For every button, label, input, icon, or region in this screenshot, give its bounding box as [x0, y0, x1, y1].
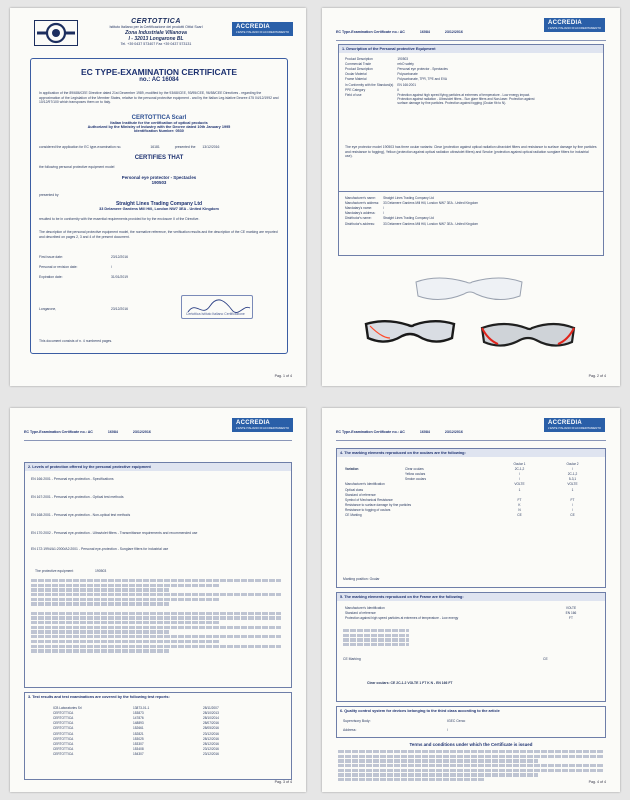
- accredia-logo: [232, 22, 293, 36]
- row-label: Distributor's address:: [345, 221, 375, 226]
- expiry-date: 31/01/2019: [111, 275, 128, 279]
- row-label: Frame Material: [345, 77, 367, 82]
- report-date: 28/11/2007: [203, 705, 219, 710]
- expiry-label: Expiration date:: [39, 275, 63, 279]
- table-row: [51, 752, 221, 757]
- description-text: The description of the personal protective equipment model, the normative reference, the verification results and the description of the CE marking are reported and described on pages 2, 3 and 4 of the present document.: [39, 230, 278, 239]
- model-block: [31, 175, 287, 185]
- frame-ce-value: CE: [543, 657, 548, 661]
- page-number: Pag. 3 of 4: [274, 780, 292, 784]
- frame-mark-name: Protection against high speed particles at extremes of temperature - Low energy: [345, 615, 459, 620]
- mark-c1: CE: [517, 513, 522, 518]
- page-number: Pag. 2 of 4: [588, 374, 606, 378]
- spectacles-red-icon: [478, 318, 578, 352]
- supervisory-value: IGEC Cerco: [447, 719, 466, 723]
- section-3-title: 3. Test results and test examinations are covered by the following test reports:: [28, 695, 170, 699]
- report-number: 147876: [133, 715, 144, 720]
- row-label: Mandatary's address:: [345, 211, 376, 216]
- row-value: Straight Lines Trading Company Ltd: [383, 216, 434, 221]
- row-value: Polycarbonate, TPR, TPE and EVA: [397, 77, 447, 82]
- report-number: 13873-01-1: [133, 705, 150, 710]
- col-ocular-2: Ocular 2: [566, 461, 579, 466]
- section-2-title: 2. Levels of protection offered by the personal protective equipment: [25, 463, 291, 471]
- terms-heading: Terms and conditions under which the Certificate is issued: [409, 742, 533, 747]
- variant-c2: 2C-1,2: [567, 471, 578, 476]
- row-label: Commercial Trade: [345, 61, 372, 66]
- report-lab: ICB Laboratories Srl: [53, 705, 82, 710]
- mark-c2: 1: [571, 487, 574, 492]
- application-text: considered the application for EC type-examination no.: [39, 145, 122, 149]
- accredia-logo: [232, 418, 293, 432]
- row-label: Manufacturer's name:: [345, 195, 376, 200]
- header-cert: EC Type-Examination Certificate no.: AC: [24, 430, 93, 434]
- page-header: [24, 430, 165, 434]
- terms-text-block: [338, 750, 604, 783]
- product-photos: [362, 272, 580, 368]
- revision-date: /: [111, 265, 112, 269]
- mark-c1: 1: [518, 487, 521, 492]
- table-row: [343, 221, 480, 226]
- issuer-subtitle: Istituto Italiano per la Certificazione dei prodotti Ottici Scarl: [109, 25, 203, 29]
- first-issue-label: First issue date:: [39, 255, 63, 259]
- report-date: 28/12/2016: [203, 741, 219, 746]
- variant-c1: /: [519, 471, 520, 476]
- accredia-logo-sub: L'ENTE ITALIANO DI ACCREDITAMENTO: [548, 426, 602, 430]
- report-date: 28/10/2014: [203, 715, 219, 720]
- report-number: 153408: [133, 747, 144, 752]
- frame-blank-lines: [343, 629, 463, 648]
- mark-c1: VOLTE: [514, 482, 525, 487]
- report-date: 23/12/2016: [203, 752, 219, 757]
- frame-mark-name: Manufacturer's Identification: [345, 605, 385, 610]
- org-block: [31, 115, 287, 133]
- report-date: 28/10/2013: [203, 710, 219, 715]
- model-description: The eye protector model 190503 has three ocular variants: Clear (protection against optical radiation ultraviolet filters and resistance to surface damage by fine particles and resistance to fogging), Yellow (protection against optical radiation ultraviolet filters) and Smoke (protection against optical radiation sunglare filters for industrial use).: [345, 145, 597, 159]
- header-cert: EC Type-Examination Certificate no.: AC: [336, 430, 405, 434]
- mark-name: Symbol of Mechanical Resistance: [345, 497, 393, 502]
- row-label: Distributor's name:: [345, 216, 372, 221]
- row-value: II: [397, 87, 400, 92]
- header-date: 23/12/2016: [444, 430, 463, 434]
- report-lab: CERTOTTICA: [53, 736, 74, 741]
- following-text: the following personal protective equipment model: [39, 165, 115, 169]
- report-lab: CERTOTTICA: [53, 752, 74, 757]
- report-number: 152821: [133, 731, 144, 736]
- org-desc-3: Identification Number: 0530: [134, 129, 184, 133]
- certificate-title: EC TYPE-EXAMINATION CERTIFICATE: [81, 67, 237, 77]
- org-desc-2: Authorized by the Ministry of Industry with the Decree dated 10th January 1995: [87, 125, 231, 129]
- mark-c2: /: [572, 503, 573, 508]
- mark-name: Optical class: [345, 487, 364, 492]
- revision-label: Personal or revision date:: [39, 265, 78, 269]
- header-rule: [336, 440, 606, 441]
- accredia-logo-text: ACCREDIA: [548, 420, 583, 426]
- parties-table: [343, 195, 480, 226]
- standard-3: EN 168:2001 - Personal eye-protection - Non-optical test methods: [31, 513, 131, 517]
- variant-name: Smoke oculars: [405, 477, 427, 482]
- report-date: 23/12/2016: [203, 731, 219, 736]
- variant-name: Clear oculars: [405, 466, 424, 471]
- mark-name: Standard of reference: [345, 492, 376, 497]
- report-date: 28/12/2016: [203, 736, 219, 741]
- certifies-heading: CERTIFIES THAT: [134, 155, 184, 161]
- row-value: Straight Lines Trading Company Ltd: [383, 195, 434, 200]
- application-line: [39, 145, 279, 150]
- certificate-frame: [30, 58, 288, 354]
- ocular-marking-table: [343, 461, 599, 518]
- description-table: [343, 56, 545, 106]
- place-date: 23/12/2016: [111, 307, 128, 311]
- mark-c1: K: [518, 503, 521, 508]
- mark-name: Manufacturer's Identification: [345, 482, 385, 487]
- mark-c2: VOLTE: [567, 482, 578, 487]
- certificate-page-1: [10, 8, 306, 386]
- frame-mark-value: VOLTE: [565, 605, 577, 610]
- row-value: 33 Delamere Gardens Mill Hill, London NW7 3EA - United Kingdom: [383, 221, 479, 226]
- spectacles-black-icon: [362, 316, 458, 348]
- header-rule: [24, 440, 292, 441]
- header-date: 23/12/2016: [132, 430, 151, 434]
- levels-text-block: [31, 579, 281, 654]
- org-name: CERTOTTICA Scarl: [131, 115, 187, 121]
- certificate-number: 16084: [162, 77, 179, 83]
- model-number: 190503: [151, 180, 167, 185]
- row-value: /: [383, 205, 384, 210]
- certificate-page-4: [322, 408, 620, 792]
- supervisory-label: Supervisory Body:: [343, 719, 371, 723]
- row-value: 33 Delamere Gardens Mill Hill, London NW7 3EA - United Kingdom: [383, 200, 479, 205]
- mark-c1: N: [518, 508, 521, 513]
- accredia-logo-sub: L'ENTE ITALIANO DI ACCREDITAMENTO: [236, 426, 290, 430]
- row-label: Product Description: [345, 66, 373, 71]
- section-ocular-marking: [336, 448, 606, 588]
- row-value: /: [383, 211, 384, 216]
- accredia-logo-text: ACCREDIA: [548, 20, 583, 26]
- report-lab: CERTOTTICA: [53, 741, 74, 746]
- table-row: [343, 92, 545, 105]
- row-label: PPE Category: [345, 87, 366, 92]
- report-lab: CERTOTTICA: [53, 715, 74, 720]
- header-cert: EC Type-Examination Certificate no.: AC: [336, 30, 405, 34]
- section-test-reports: [24, 692, 292, 780]
- page-number: Pag. 1 of 4: [274, 374, 292, 378]
- header-date: 23/12/2016: [444, 30, 463, 34]
- accredia-logo-sub: L'ENTE ITALIANO DI ACCREDITAMENTO: [236, 30, 290, 34]
- page-header: [336, 430, 477, 434]
- report-lab: CERTOTTICA: [53, 710, 74, 715]
- report-number: 153873: [133, 710, 144, 715]
- section-levels: [24, 462, 292, 688]
- accredia-logo: [544, 418, 605, 432]
- row-value: rebO safety: [397, 61, 414, 66]
- report-lab: CERTOTTICA: [53, 731, 74, 736]
- presented-by-label: presented by: [39, 193, 59, 197]
- frame-mark-value: FT: [569, 615, 573, 620]
- row-value: Protection against high speed flying particles at extremes of temperature - Low energy impact. Protection against radiation - Ultraviolet filters - Sun glare filters and Non-laser. Protection against surface damage by fine particles. Protection against fogging (Ocular flb to N).: [397, 92, 535, 105]
- application-presented: presented the: [174, 145, 196, 149]
- company-block: [31, 201, 287, 211]
- divider: [339, 191, 603, 192]
- issuer-brand: CERTOTTICA: [131, 18, 181, 25]
- header-number: 16084: [107, 430, 118, 434]
- mark-name: CE Marking: [345, 513, 362, 518]
- page-header: [336, 30, 477, 34]
- row-label: Manufacturer's address:: [345, 200, 380, 205]
- mark-c2: /: [572, 508, 573, 513]
- variant-c2: 5-3,1: [568, 477, 577, 482]
- variant-c1: 2C-1,2: [514, 466, 525, 471]
- frame-mark-value: EN 166: [565, 610, 577, 615]
- footer-note: This document consists of n. 4 numbered pages.: [39, 339, 113, 343]
- application-number: 16181: [150, 145, 160, 149]
- report-lab: CERTOTTICA: [53, 721, 74, 726]
- row-label: In Conformity with the Standard(s): [345, 82, 394, 87]
- report-lab: CERTOTTICA: [53, 726, 74, 731]
- row-label: Product Description: [345, 56, 373, 61]
- variant-c2: /: [572, 466, 573, 471]
- model-line-label: The protective equipment: [35, 569, 74, 573]
- standard-5: EN 172:1994/A1:2000/A2:2001 - Personal eye-protection - Sunglare filters for industrial use: [31, 547, 169, 551]
- reports-table: [51, 705, 221, 757]
- section-frame-marking: [336, 592, 606, 702]
- standard-4: EN 170:2002 - Personal eye-protection - Ultraviolet filters - Transmittance requirements and recommended use: [31, 531, 198, 535]
- variant-c1: /: [519, 477, 520, 482]
- header-number: 16084: [419, 30, 430, 34]
- section-quality-control: [336, 706, 606, 738]
- section-4-title: 4. The marking elements reproduced on the oculars are the following:: [337, 449, 605, 457]
- standard-1: EN 166:2001 - Personal eye-protection - Specifications: [31, 477, 114, 481]
- section-1-title: 1. Description of the Personal protective Equipment: [339, 45, 603, 53]
- issuer-zone: Zona Industriale Villanova: [125, 29, 187, 36]
- report-date: 28/05/2016: [203, 726, 219, 731]
- accredia-logo-text: ACCREDIA: [236, 420, 271, 426]
- row-label: Mandatary's name:: [345, 205, 373, 210]
- mark-name: Resistance to surface damage by fine particles: [345, 503, 412, 508]
- report-number: 154307: [133, 752, 144, 757]
- row-value: 190503: [397, 56, 409, 61]
- header-number: 16084: [419, 430, 430, 434]
- conformity-text: resulted to be in conformity with the essential requirements provided for by the enclosure II of the Directive.: [39, 217, 200, 221]
- row-value: Polycarbonate: [397, 72, 418, 77]
- certificate-number-line: [31, 77, 287, 83]
- row-value: Personal eye protector - Spectacles: [397, 66, 448, 71]
- model-line-number: 190503: [95, 569, 107, 573]
- issuer-contacts: Tel. +39 0437 573407 Fax +39 0437 573131: [120, 41, 192, 46]
- header-rule: [336, 40, 606, 41]
- report-number: 153307: [133, 741, 144, 746]
- stamp-text: Certottica Istituto Italiano Certificazione: [186, 312, 245, 316]
- first-issue-date: 23/12/2016: [111, 255, 128, 259]
- marking-position: Marking position: Ocular: [343, 577, 380, 581]
- eoh-logo-icon: [34, 20, 78, 46]
- spectacles-clear-icon: [408, 272, 528, 306]
- certificate-intro: In application of the 89/686/CEE Directive dated 21st December 1989, modified by the 93/68/CEE, 93/95/CEE, 96/58/CEE Directives - regarding the approximation of the Legislation of the Member States, relative to the personal protective equipment - and by the Italian Leg.islative Decree 475 04/12/1992 and 10/12/97/100 which transposes them on to Italy.: [39, 91, 279, 105]
- report-number: 153025: [133, 736, 144, 741]
- application-date: 13/12/2016: [202, 145, 220, 149]
- row-label: Field of use: [345, 92, 362, 97]
- mark-c2: CE: [570, 513, 575, 518]
- row-value: EN 166:2001: [397, 82, 416, 87]
- certificate-number-label: no.: AC: [139, 77, 161, 83]
- certificate-page-2: [322, 8, 620, 386]
- mark-c2: FT: [570, 497, 575, 502]
- table-row: [343, 200, 480, 205]
- org-desc-1: Italian Institute for the certification of optical products: [110, 121, 208, 125]
- mark-name: Resistance to fogging of oculars: [345, 508, 391, 513]
- place-label: Longarone,: [39, 307, 57, 311]
- section-description: [338, 44, 604, 256]
- table-row: [343, 513, 599, 518]
- section-5-title: 5. The marking elements reproduced on the Frame are the following:: [337, 593, 605, 601]
- report-number: 152661: [133, 726, 144, 731]
- report-date: 23/12/2016: [203, 747, 219, 752]
- issuer-city: I - 32013 Longarone BL: [128, 35, 184, 42]
- signature-stamp: [181, 295, 253, 319]
- col-ocular-1: Ocular 1: [513, 461, 526, 466]
- section-6-title: 6. Quality control system for devices belonging to the third class according to the article: [340, 709, 500, 713]
- certificate-page-3: [10, 408, 306, 792]
- report-lab: CERTOTTICA: [53, 747, 74, 752]
- variant-name: Yellow oculars: [405, 471, 426, 476]
- standard-2: EN 167:2001 - Personal eye-protection - Optical test methods: [31, 495, 124, 499]
- page-number: Pag. 4 of 4: [588, 780, 606, 784]
- report-number: 148893: [133, 721, 144, 726]
- frame-marking-table: [343, 605, 599, 621]
- variation-label: Variation: [345, 466, 359, 471]
- report-date: 28/07/2016: [203, 721, 219, 726]
- row-label: Ocular Material: [345, 72, 367, 77]
- accredia-logo: [544, 18, 605, 32]
- frame-ce-label: CE Marking: [343, 657, 361, 661]
- company-name: Straight Lines Trading Company Ltd: [115, 201, 203, 207]
- frame-mark-name: Standard of reference: [345, 610, 376, 615]
- address-value: /: [447, 728, 448, 732]
- accredia-logo-sub: L'ENTE ITALIANO DI ACCREDITAMENTO: [548, 26, 602, 30]
- model-name: Personal eye protector - Spectacles: [121, 175, 197, 180]
- table-row: [343, 615, 599, 620]
- address-label: Address:: [343, 728, 357, 732]
- mark-c1: FT: [517, 497, 522, 502]
- accredia-logo-text: ACCREDIA: [236, 24, 271, 30]
- issuer-header: [96, 18, 216, 46]
- company-address: 33 Delamere Gardens Mill Hill, London NW7 3EA - United Kingdom: [99, 207, 219, 211]
- marking-example: Clear oculars: CE 2C-1.2 VOLTE 1 FT K N - EN 166 FT: [367, 681, 453, 685]
